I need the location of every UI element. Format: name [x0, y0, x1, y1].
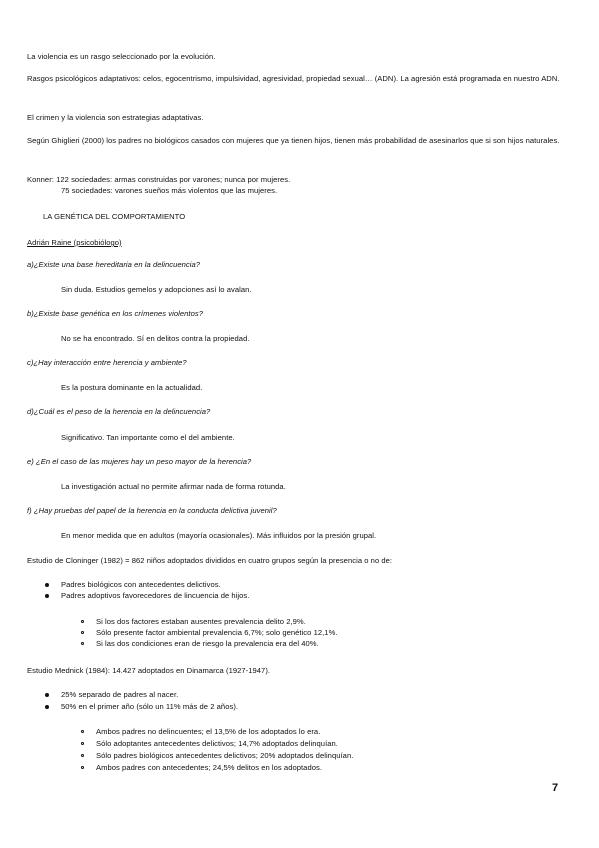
answer: Significativo. Tan importante como el del ambiente.: [61, 433, 235, 442]
list-item: Ambos padres no delincuentes; el 13,5% de los adoptados lo era.: [96, 727, 321, 736]
question: d)¿Cuál es el peso de la herencia en la delincuencia?: [27, 407, 211, 416]
list-item: Sólo padres biológicos antecedentes delictivos; 20% adoptados delinquían.: [96, 751, 354, 760]
author-heading: Adrián Raine (psicobiólogo): [27, 238, 122, 247]
question: f) ¿Hay pruebas del papel de la herencia en la conducta delictiva juvenil?: [27, 506, 277, 515]
paragraph: El crimen y la violencia son estrategias adaptativas.: [27, 113, 204, 122]
question: a)¿Existe una base hereditaria en la delincuencia?: [27, 260, 201, 269]
study-intro: Estudio Mednick (1984): 14.427 adoptados en Dinamarca (1927-1947).: [27, 666, 271, 675]
question: e) ¿En el caso de las mujeres hay un peso mayor de la herencia?: [27, 457, 252, 466]
circle-bullet-icon: [81, 730, 84, 733]
circle-bullet-icon: [81, 766, 84, 769]
study-intro: Estudio de Cloninger (1982) = 862 niños adoptados divididos en cuatro grupos según la presencia o no de:: [27, 556, 393, 565]
circle-bullet-icon: [81, 742, 84, 745]
list-item: Sólo adoptantes antecedentes delictivos; 14,7% adoptados delinquían.: [96, 739, 338, 748]
question: b)¿Existe base genética en los crímenes violentos?: [27, 309, 203, 318]
paragraph: Konner: 122 sociedades: armas construidas por varones; nunca por mujeres.: [27, 175, 291, 184]
question: c)¿Hay interacción entre herencia y ambiente?: [27, 358, 187, 367]
answer: La investigación actual no permite afirmar nada de forma rotunda.: [61, 482, 286, 491]
answer: No se ha encontrado. Sí en delitos contra la propiedad.: [61, 334, 250, 343]
bullet-icon: [45, 705, 49, 709]
list-item: Padres adoptivos favorecedores de lincuencia de hijos.: [61, 591, 250, 600]
answer: En menor medida que en adultos (mayoría ocasionales). Más influidos por la presión grupal.: [61, 531, 377, 540]
circle-bullet-icon: [81, 754, 84, 757]
list-item: 50% en el primer año (sólo un 11% más de 2 años).: [61, 702, 239, 711]
list-item: Sólo presente factor ambiental prevalencia 6,7%; solo genético 12,1%.: [96, 628, 338, 637]
list-item: 25% separado de padres al nacer.: [61, 690, 179, 699]
paragraph: Según Ghiglieri (2000) los padres no biológicos casados con mujeres que ya tienen hijos, tienen más probabilidad de asesinarlos que si son hijos naturales.: [27, 136, 560, 145]
circle-bullet-icon: [81, 642, 84, 645]
answer: Sin duda. Estudios gemelos y adopciones así lo avalan.: [61, 285, 252, 294]
circle-bullet-icon: [81, 631, 84, 634]
list-item: Si las dos condiciones eran de riesgo la prevalencia era del 40%.: [96, 639, 319, 648]
list-item: Padres biológicos con antecedentes delictivos.: [61, 580, 221, 589]
bullet-icon: [45, 583, 49, 587]
list-item: Ambos padres con antecedentes; 24,5% delitos en los adoptados.: [96, 763, 322, 772]
paragraph: 75 sociedades: varones sueños más violentos que las mujeres.: [61, 186, 278, 195]
bullet-icon: [45, 594, 49, 598]
paragraph: La violencia es un rasgo seleccionado por la evolución.: [27, 52, 216, 61]
paragraph: Rasgos psicológicos adaptativos: celos, egocentrismo, impulsividad, agresividad, propiedad sexual… (ADN). La agresión está programada en nuestro ADN.: [27, 74, 560, 83]
circle-bullet-icon: [81, 620, 84, 623]
list-item: Si los dos factores estaban ausentes prevalencia delito 2,9%.: [96, 617, 306, 626]
bullet-icon: [45, 693, 49, 697]
section-heading: LA GENÉTICA DEL COMPORTAMIENTO: [43, 212, 186, 221]
answer: Es la postura dominante en la actualidad.: [61, 383, 203, 392]
page-number: 7: [552, 782, 559, 794]
